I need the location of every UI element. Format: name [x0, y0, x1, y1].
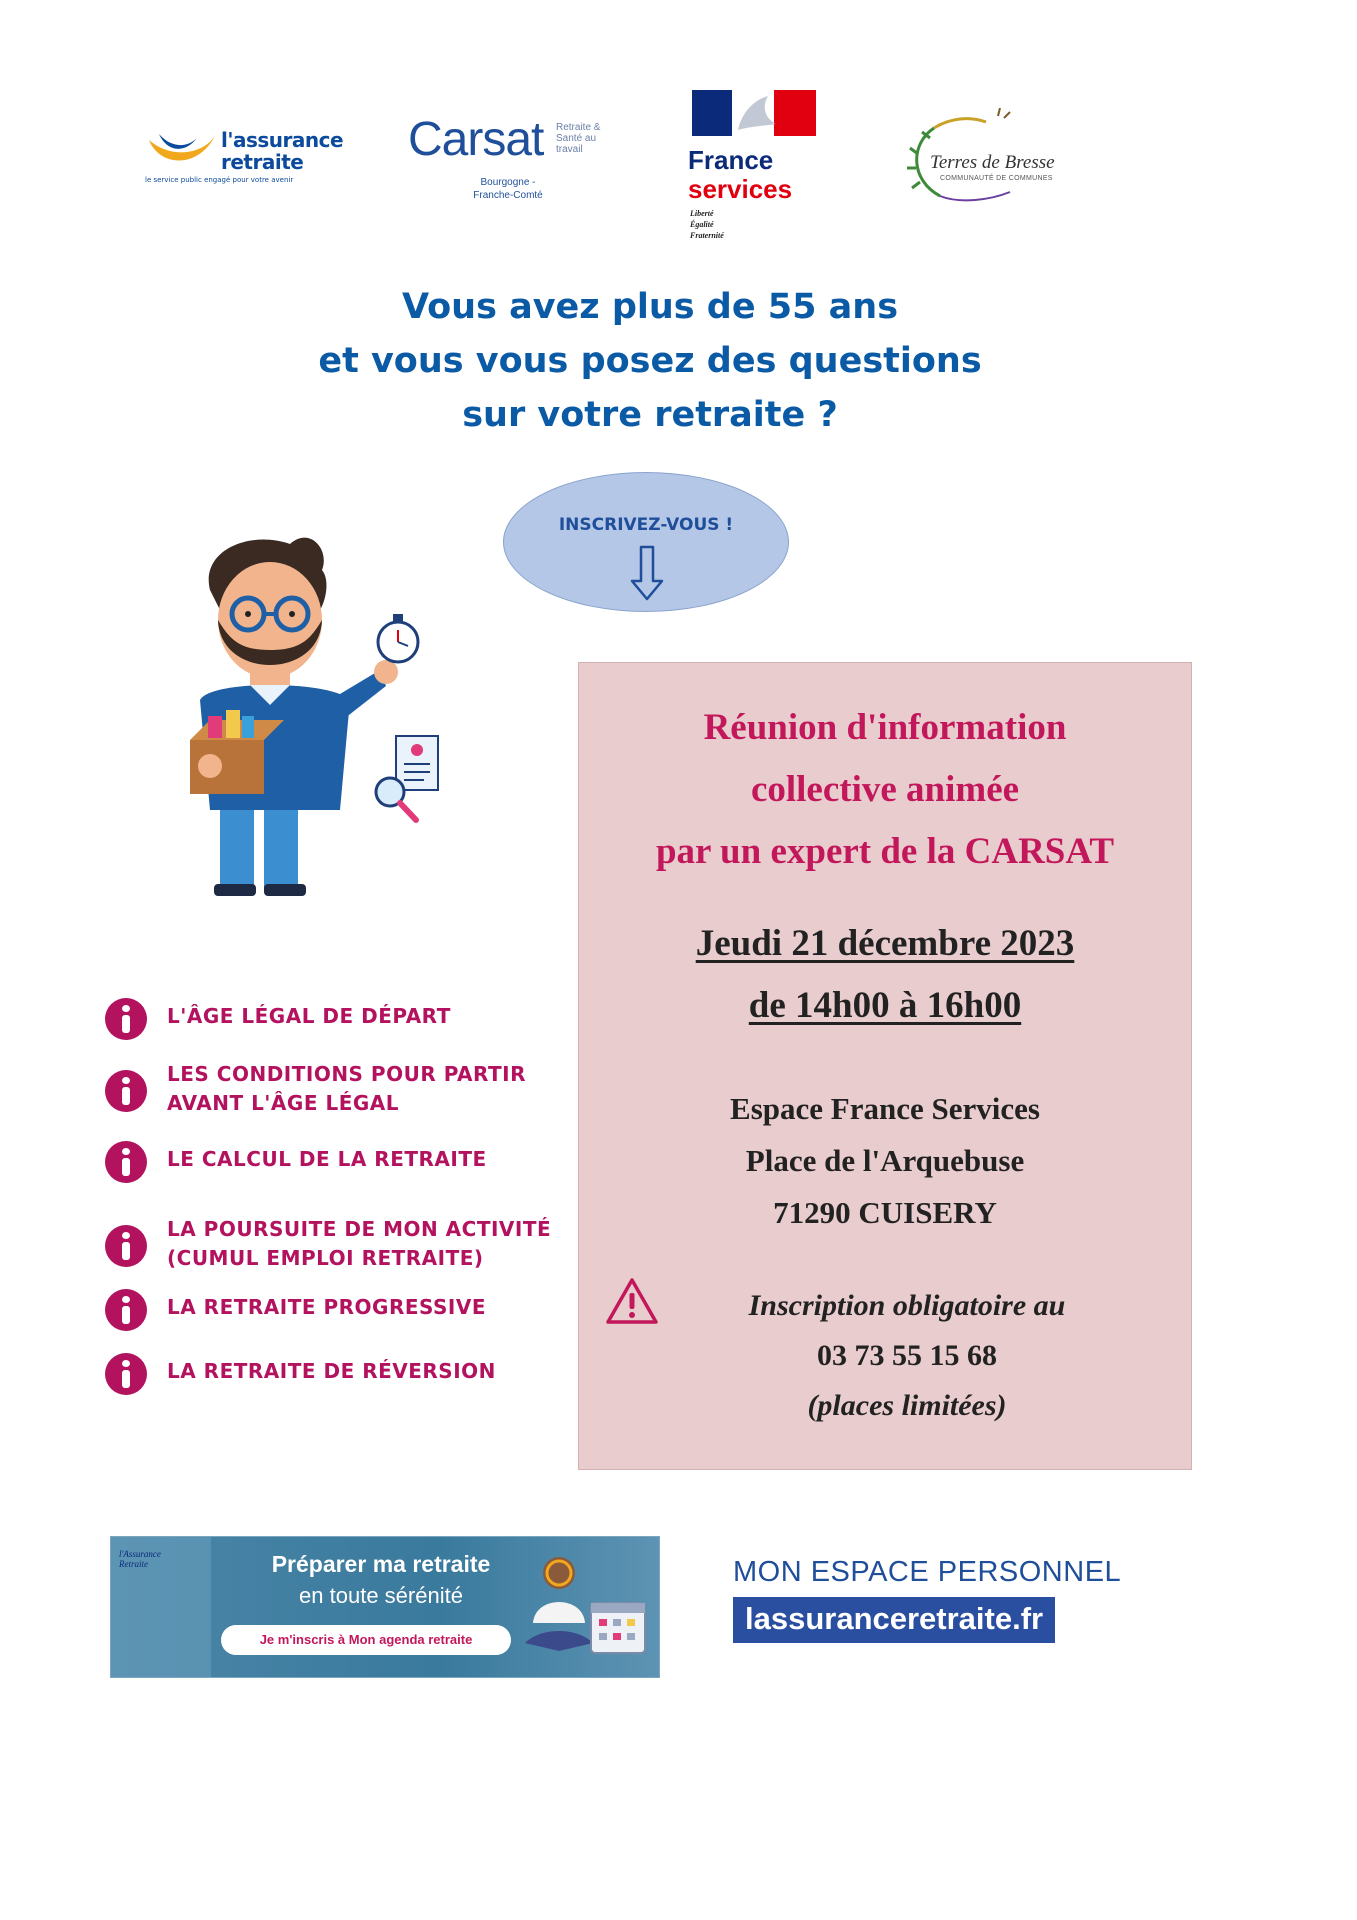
banner-mini-logo-line-2: Retraite — [119, 1559, 148, 1569]
info-icon — [105, 1289, 147, 1331]
banner-mini-logo — [119, 1549, 161, 1569]
headline-line-1: Vous avez plus de 55 ans — [401, 287, 899, 327]
banner-subtitle: en toute sérénité — [299, 1583, 463, 1608]
info-icon — [105, 1141, 147, 1183]
meeting-title-line-2: collective animée — [750, 769, 1020, 810]
info-icon — [105, 1070, 147, 1112]
topic-line-1: LA RETRAITE PROGRESSIVE — [167, 1295, 487, 1319]
topic-item — [105, 1293, 575, 1357]
info-icon — [105, 998, 147, 1040]
topic-line-1: LA RETRAITE DE RÉVERSION — [167, 1359, 496, 1383]
registration-info — [579, 1281, 1191, 1431]
logo-line-2: retraite — [221, 150, 304, 174]
topic-line-2: (CUMUL EMPLOI RETRAITE) — [167, 1246, 484, 1270]
headline-line-2: et vous vous posez des questions — [318, 341, 982, 381]
inscrivez-vous-label: INSCRIVEZ-VOUS ! — [558, 515, 734, 535]
headline — [150, 280, 1150, 442]
carsat-logo — [408, 113, 618, 201]
meeting-address — [579, 1083, 1191, 1239]
meeting-info-box — [578, 662, 1192, 1470]
meeting-date-day: Jeudi 21 décembre 2023 — [695, 923, 1075, 964]
motto-egalite: Égalité — [690, 220, 714, 229]
meeting-date-time: de 14h00 à 16h00 — [748, 985, 1022, 1026]
assurance-retraite-swoosh-icon — [145, 126, 217, 174]
carsat-region — [408, 176, 608, 202]
terres-de-bresse-logo — [900, 108, 1120, 208]
meeting-title-line-1: Réunion d'information — [703, 707, 1067, 748]
banner-title: Préparer ma retraite — [271, 1551, 491, 1577]
france-services-line-1: France — [688, 145, 774, 175]
motto-fraternite: Fraternité — [690, 231, 724, 240]
meeting-date — [579, 913, 1191, 1037]
topics-list — [105, 1002, 575, 1407]
agenda-retraite-banner[interactable] — [110, 1536, 660, 1678]
carsat-region-line-1: Bourgogne - — [480, 177, 536, 188]
logo-line-1: l'assurance — [221, 128, 344, 152]
marianne-flag-icon — [692, 90, 816, 136]
address-line-2: Place de l'Arquebuse — [745, 1143, 1025, 1178]
banner-mini-logo-line-1: l'Assurance — [119, 1549, 161, 1559]
address-line-1: Espace France Services — [730, 1091, 1040, 1126]
france-services-logo — [688, 90, 818, 250]
topic-item — [105, 1060, 575, 1145]
meeting-title — [579, 697, 1191, 883]
topic-item — [105, 1145, 575, 1215]
mon-espace-title: MON ESPACE PERSONNEL — [733, 1556, 1122, 1588]
arrow-down-icon — [629, 545, 665, 601]
terres-de-bresse-name: Terres de Bresse — [930, 152, 1055, 173]
meditating-person-calendar-icon — [511, 1547, 651, 1667]
france-services-line-2: services — [688, 174, 793, 204]
meeting-title-line-3: par un expert de la CARSAT — [655, 831, 1115, 872]
logo-tagline: le service public engagé pour votre avenir — [145, 176, 294, 184]
registration-line: Inscription obligatoire au — [748, 1289, 1066, 1322]
motto-liberte: Liberté — [690, 209, 714, 218]
address-line-3: 71290 CUISERY — [773, 1195, 997, 1230]
mon-espace-personnel — [733, 1556, 1153, 1643]
republic-motto — [690, 208, 724, 241]
bearded-man-illustration — [180, 530, 450, 910]
inscrivez-vous-callout — [503, 472, 789, 612]
terres-de-bresse-subtitle: COMMUNAUTÉ DE COMMUNES — [940, 175, 1053, 182]
info-icon — [105, 1225, 147, 1267]
topic-line-1: LES CONDITIONS POUR PARTIR — [167, 1062, 526, 1086]
carsat-name: Carsat — [408, 113, 544, 166]
registration-phone: 03 73 55 15 68 — [817, 1339, 997, 1372]
topic-line-1: LA POURSUITE DE MON ACTIVITÉ — [167, 1217, 552, 1241]
registration-note: (places limitées) — [807, 1389, 1007, 1422]
carsat-region-line-2: Franche-Comté — [473, 190, 543, 201]
assurance-retraite-logo — [145, 118, 365, 198]
carsat-side-text: Retraite & Santé au travail — [556, 122, 601, 155]
topic-item — [105, 1002, 575, 1060]
topic-line-1: LE CALCUL DE LA RETRAITE — [167, 1147, 487, 1171]
topic-line-2: AVANT L'ÂGE LÉGAL — [167, 1091, 399, 1115]
topic-line-1: L'ÂGE LÉGAL DE DÉPART — [167, 1004, 451, 1028]
info-icon — [105, 1353, 147, 1395]
website-url-link[interactable]: lassuranceretraite.fr — [733, 1597, 1055, 1643]
topic-item — [105, 1215, 575, 1293]
agenda-signup-button[interactable]: Je m'inscris à Mon agenda retraite — [221, 1625, 511, 1655]
headline-line-3: sur votre retraite ? — [462, 395, 838, 435]
topic-item — [105, 1357, 575, 1407]
